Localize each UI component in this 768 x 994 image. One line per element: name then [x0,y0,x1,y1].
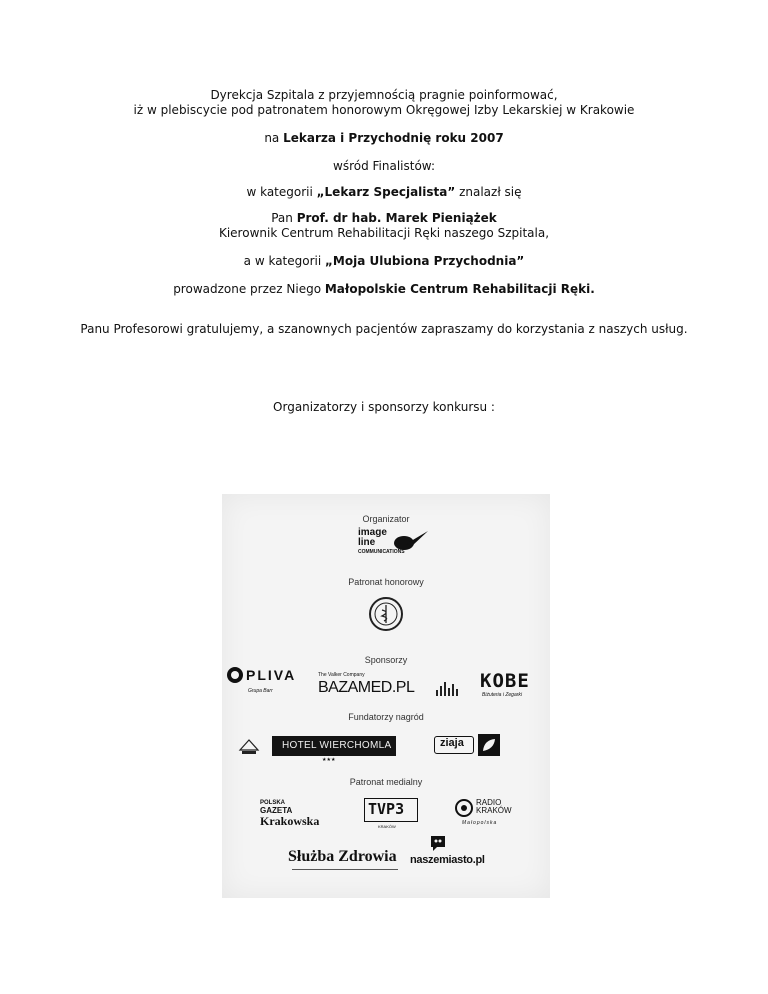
prize-founders-caption: Fundatorzy nagród [348,712,424,722]
hotel-emblem-icon [238,736,260,756]
bazamed-top: The Valker Company [318,672,365,678]
intro-line-2: iż w plebiscycie pod patronatem honorowym Okręgowej Izby Lekarskiej w Krakowie [133,103,635,117]
cat2-prefix: a w kategorii [243,254,326,268]
radio-krakow-logo [454,798,524,830]
person-role: Kierownik Centrum Rehabilitacji Ręki naszego Szpitala, [218,226,550,240]
person-line [0,211,768,226]
kobe-word: KOBE [480,670,530,692]
organizers-heading: Organizatorzy i sponsorzy konkursu : [273,400,495,414]
gazeta-word-1: POLSKA [260,800,286,806]
medical-chamber-seal-icon [368,596,404,632]
gazeta-word-2: GAZETA [260,806,293,815]
clinic-line [0,282,768,297]
hotel-stars: ★★★ [322,757,336,763]
person-prefix: Pan [271,211,297,225]
award-line [0,131,768,146]
gazeta-word-3: Krakowska [260,814,320,828]
kobe-sub: Biżuteria i Zegarki [482,692,523,698]
gazeta-krakowska-logo [260,800,330,834]
tvp3-word: TVP3 [368,800,405,818]
naszemiasto-word: naszemiasto.pl [410,854,485,866]
radio-word-2: KRAKÓW [476,806,512,815]
naszemiasto-icon [428,834,448,852]
pliva-word: PLIVA [246,667,297,683]
imageline-logo [358,528,438,560]
naszemiasto-logo [410,834,500,874]
imageline-word-2: line [358,537,376,548]
sponsors-caption: Sponsorzy [364,655,408,665]
radio-icon [454,798,474,818]
imageline-word-1: image [358,527,387,538]
award-title: Lekarza i Przychodnię roku 2007 [283,131,504,145]
person-name: Prof. dr hab. Marek Pieniążek [296,211,497,225]
congrats-line: Panu Profesorowi gratulujemy, a szanownych pacjentów zapraszamy do korzystania z naszych usług. [80,322,688,336]
bazamed-word: BAZAMED.PL [318,679,415,696]
radio-word-3: Małopolska [462,820,498,826]
sluzba-zdrowia-logo [288,848,408,874]
hotel-wierchomla-logo [272,736,396,756]
cat2-name: „Moja Ulubiona Przychodnia” [325,254,525,268]
award-prefix: na [264,131,284,145]
bazamed-dots-icon [436,680,462,696]
pliva-icon [226,666,244,684]
ziaja-logo [434,734,504,756]
cat1-name: „Lekarz Specjalista” [316,185,456,199]
tvp3-sub: KRAKÓW [378,824,396,829]
finalists-line: wśród Finalistów: [333,159,435,173]
clinic-name: Małopolskie Centrum Rehabilitacji Ręki. [324,282,595,296]
hotel-word: HOTEL WIERCHOMLA [282,740,392,751]
clinic-prefix: prowadzone przez Niego [173,282,325,296]
category-1-line [0,185,768,200]
imageline-swoosh-icon [392,530,432,552]
media-patronage-caption: Patronat medialny [349,777,423,787]
intro-line-1: Dyrekcja Szpitala z przyjemnością pragnie poinformować, [210,88,558,102]
sluzba-word: Służba Zdrowia [288,848,397,865]
ziaja-word: ziaja [440,737,464,749]
pliva-logo [226,666,310,702]
bazamed-logo [318,672,468,702]
category-2-line [0,254,768,269]
organizer-caption: Organizator [362,514,410,524]
ziaja-leaf-icon [478,734,500,756]
honorary-patronage-caption: Patronat honorowy [348,577,424,587]
radio-word-1: RADIO [476,798,502,807]
pliva-sub: Grupa Barr [248,688,273,694]
sponsors-scan [222,494,550,898]
tvp3-logo [364,798,418,832]
cat1-suffix: znalazł się [455,185,522,199]
imageline-word-3: COMMUNICATIONS [358,549,405,555]
kobe-logo [480,670,546,698]
cat1-prefix: w kategorii [246,185,317,199]
